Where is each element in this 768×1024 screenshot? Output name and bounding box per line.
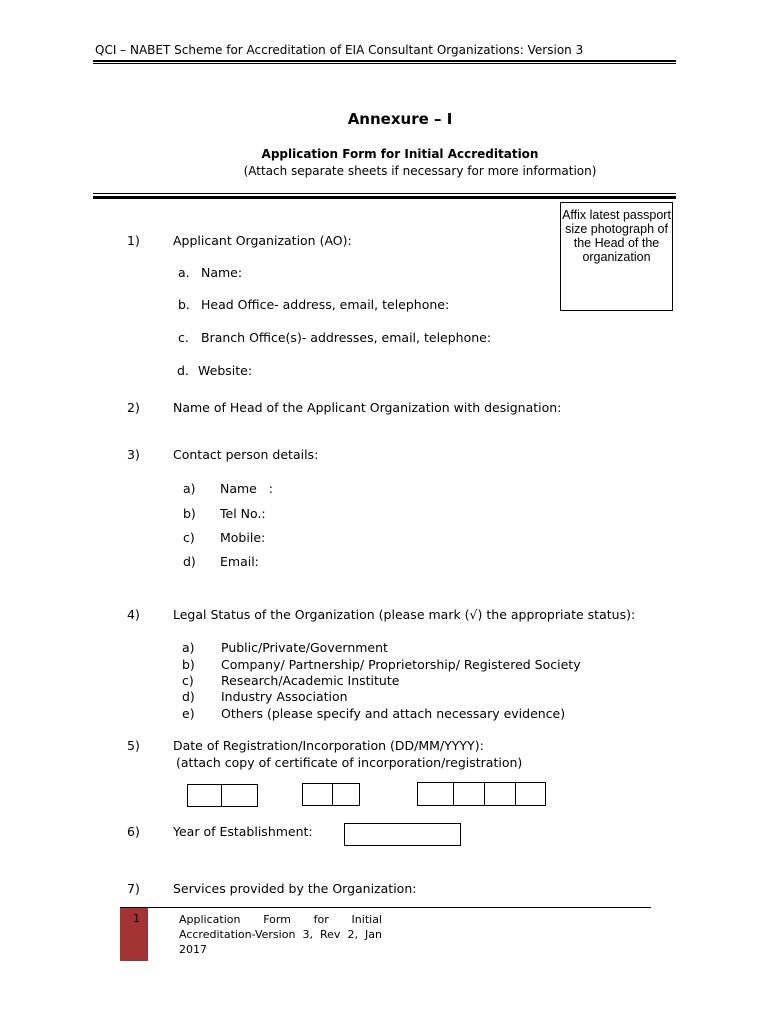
section-2-number: 2) xyxy=(127,400,140,415)
s1-item-d-mark: d. xyxy=(177,363,189,378)
title-rule xyxy=(93,196,676,199)
year-of-establishment-field[interactable] xyxy=(344,823,461,846)
s3-item-b-mark: b) xyxy=(183,506,196,521)
form-note: (Attach separate sheets if necessary for more information) xyxy=(243,164,597,178)
s3-item-c-text: Mobile: xyxy=(220,530,266,545)
photo-box-text: Affix latest passport size photograph of the Head of the organization xyxy=(562,208,671,264)
section-6-number: 6) xyxy=(127,824,140,839)
s4-item-e-mark: e) xyxy=(182,706,195,721)
section-5-label: Date of Registration/Incorporation (DD/MM/YYYY): xyxy=(173,738,484,753)
s4-item-a-text: Public/Private/Government xyxy=(221,640,388,655)
section-7-number: 7) xyxy=(127,881,140,896)
s1-item-d-text: Website: xyxy=(198,363,253,378)
s1-item-c-text: Branch Office(s)- addresses, email, telephone: xyxy=(201,330,492,345)
section-3-label: Contact person details: xyxy=(173,447,319,462)
section-1-number: 1) xyxy=(127,233,140,248)
section-4-number: 4) xyxy=(127,607,140,622)
s4-item-b-text: Company/ Partnership/ Proprietorship/ Registered Society xyxy=(221,657,581,672)
s3-item-a-mark: a) xyxy=(183,481,196,496)
section-2-label: Name of Head of the Applicant Organization with designation: xyxy=(173,400,562,415)
s4-item-c-mark: c) xyxy=(182,673,194,688)
s3-item-b-text: Tel No.: xyxy=(220,506,266,521)
section-6-label: Year of Establishment: xyxy=(173,824,313,839)
s1-item-c-mark: c. xyxy=(178,330,189,345)
footer-page-number: 1 xyxy=(133,912,140,925)
s4-item-b-mark: b) xyxy=(182,657,195,672)
section-5-note: (attach copy of certificate of incorporation/registration) xyxy=(176,755,523,770)
header-rule-thin xyxy=(93,63,676,64)
running-header: QCI – NABET Scheme for Accreditation of EIA Consultant Organizations: Version 3 xyxy=(95,43,584,57)
s3-item-a-text: Name : xyxy=(220,481,274,496)
section-4-label: Legal Status of the Organization (please mark (√) the appropriate status): xyxy=(173,607,636,622)
section-3-number: 3) xyxy=(127,447,140,462)
section-5-number: 5) xyxy=(127,738,140,753)
page-title: Annexure – I xyxy=(347,110,453,128)
footer-rule xyxy=(120,907,651,908)
s1-item-b-text: Head Office- address, email, telephone: xyxy=(201,297,450,312)
s3-item-d-mark: d) xyxy=(183,554,196,569)
date-year-field[interactable] xyxy=(417,782,546,806)
section-1-label: Applicant Organization (AO): xyxy=(173,233,352,248)
s1-item-a-mark: a. xyxy=(178,265,190,280)
s4-item-a-mark: a) xyxy=(182,640,195,655)
s4-item-d-mark: d) xyxy=(182,689,195,704)
s3-item-c-mark: c) xyxy=(183,530,195,545)
form-title: Application Form for Initial Accreditation xyxy=(261,147,539,161)
photo-placeholder-box xyxy=(560,202,673,311)
s4-item-c-text: Research/Academic Institute xyxy=(221,673,400,688)
footer-text: Application Form for Initial Accreditation-Version 3, Rev 2, Jan 2017 xyxy=(179,913,382,956)
date-month-field[interactable] xyxy=(302,783,360,806)
s4-item-d-text: Industry Association xyxy=(221,689,348,704)
title-rule-thin xyxy=(93,193,676,194)
header-rule xyxy=(93,60,676,62)
section-7-label: Services provided by the Organization: xyxy=(173,881,417,896)
s3-item-d-text: Email: xyxy=(220,554,259,569)
s1-item-b-mark: b. xyxy=(178,297,190,312)
s4-item-e-text: Others (please specify and attach necessary evidence) xyxy=(221,706,566,721)
s1-item-a-text: Name: xyxy=(201,265,243,280)
date-day-field[interactable] xyxy=(187,784,258,807)
